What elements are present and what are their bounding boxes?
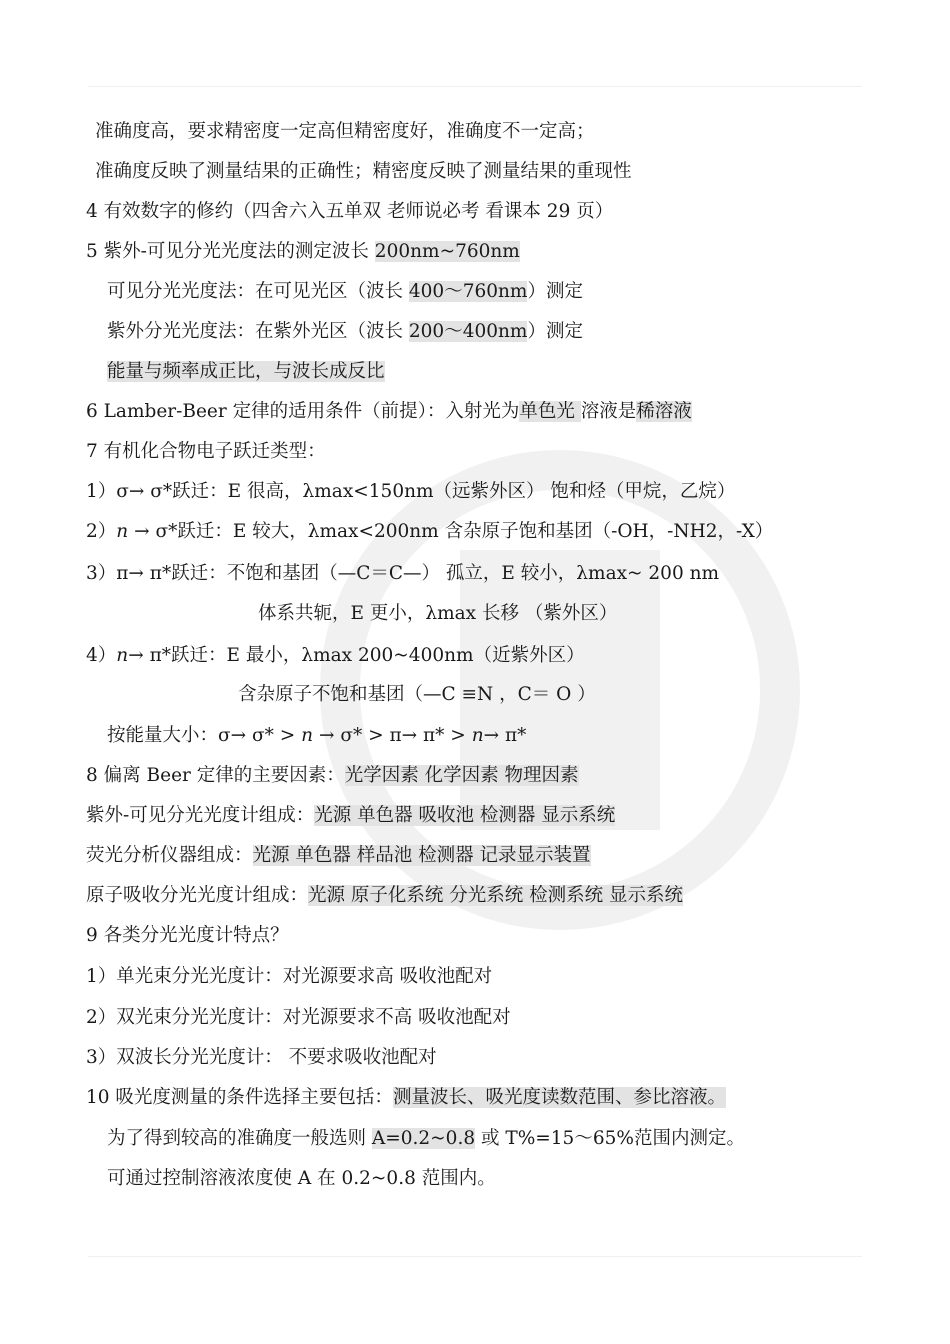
- highlighted-text: 测量波长、吸光度读数范围、参比溶液。: [392, 1087, 726, 1108]
- text-line-12: [86, 560, 719, 588]
- page-bottom-rule: [88, 1256, 862, 1257]
- line-text: 或 T%=15～65%范围内测定。: [475, 1128, 745, 1149]
- highlighted-text: 光源 原子化系统 分光系统 检测系统 显示系统: [308, 885, 684, 906]
- text-line-25: [86, 1084, 726, 1112]
- text-line-15: [238, 681, 596, 709]
- text-line-5: [107, 278, 583, 306]
- line-text: 1）σ→ σ*跃迁：E 很高，λmax<150nm（远紫外区） 饱和烃（甲烷，乙烷）: [86, 481, 736, 502]
- text-line-2: [95, 158, 632, 186]
- highlighted-text: 单色光: [519, 401, 581, 422]
- highlighted-text: 能量与频率成正比，与波长成反比: [107, 361, 385, 382]
- text-line-3: [86, 198, 613, 226]
- text-line-20: [86, 882, 683, 910]
- line-text: 2）: [86, 521, 117, 542]
- line-text: 准确度高，要求精密度一定高但精密度好，准确度不一定高；: [95, 121, 595, 142]
- line-text: 9 各类分光光度计特点？: [86, 925, 289, 946]
- line-text: 5 紫外-可见分光光度法的测定波长: [86, 241, 375, 262]
- line-text: 可通过控制溶液浓度使 A 在 0.2~0.8 范围内。: [107, 1168, 496, 1189]
- line-text: 1）单光束分光光度计：对光源要求高 吸收池配对: [86, 966, 493, 987]
- text-line-16: [107, 722, 526, 750]
- text-line-9: [86, 438, 326, 466]
- line-text: 8 偏离 Beer 定律的主要因素：: [86, 765, 345, 786]
- text-line-7: [107, 358, 385, 386]
- highlighted-text: A=0.2~0.8: [371, 1128, 476, 1149]
- highlighted-text: 稀溶液: [636, 401, 692, 422]
- text-line-18: [86, 802, 615, 830]
- line-text: 紫外分光光度法：在紫外光区（波长: [107, 321, 409, 342]
- text-line-1: [95, 118, 595, 146]
- text-line-10: [86, 478, 735, 506]
- highlighted-text: 光学因素 化学因素 物理因素: [344, 765, 579, 786]
- line-text: n: [471, 725, 484, 746]
- line-text: → σ*跃迁：E 较大，λmax<200nm 含杂原子饱和基团（-OH，-NH2，-X）: [128, 521, 774, 542]
- line-text: 4）: [86, 645, 117, 666]
- line-text: 溶液是: [580, 401, 637, 422]
- text-line-24: [86, 1044, 437, 1072]
- line-text: 可见分光光度法：在可见光区（波长: [107, 281, 409, 302]
- line-text: 紫外-可见分光光度计组成：: [86, 805, 315, 826]
- text-line-8: [86, 398, 692, 426]
- text-line-21: [86, 922, 289, 950]
- line-text: ）测定: [527, 321, 583, 342]
- line-text: 为了得到较高的准确度一般选则: [107, 1128, 372, 1149]
- line-text: 准确度反映了测量结果的正确性；精密度反映了测量结果的重现性: [95, 161, 632, 182]
- line-text: 3）双波长分光光度计： 不要求吸收池配对: [86, 1047, 437, 1068]
- line-text: → π*: [483, 725, 527, 746]
- text-line-26: [107, 1125, 745, 1153]
- line-text: 荧光分析仪器组成：: [86, 845, 253, 866]
- highlighted-text: 200～400nm: [408, 321, 528, 342]
- text-line-14: [86, 642, 585, 670]
- text-line-19: [86, 842, 591, 870]
- line-text: 7 有机化合物电子跃迁类型：: [86, 441, 326, 462]
- page-top-rule: [88, 86, 862, 87]
- line-text: 按能量大小：σ→ σ* >: [107, 725, 302, 746]
- line-text: 4 有效数字的修约（四舍六入五单双 老师说必考 看课本 29 页）: [86, 201, 614, 222]
- text-line-6: [107, 318, 583, 346]
- line-text: n: [116, 521, 129, 542]
- line-text: 含杂原子不饱和基团（—C ≡N ，C＝ O ）: [238, 684, 596, 705]
- text-line-22: [86, 963, 492, 991]
- line-text: 3）π→ π*跃迁：不饱和基团（—C＝C—） 孤立，E 较小，λmax~ 200 nm: [86, 563, 720, 584]
- line-text: n: [301, 725, 314, 746]
- highlighted-text: 光源 单色器 吸收池 检测器 显示系统: [314, 805, 616, 826]
- line-text: 6 Lamber-Beer 定律的适用条件（前提）：入射光为: [86, 401, 520, 422]
- line-text: 原子吸收分光光度计组成：: [86, 885, 309, 906]
- text-line-4: [86, 238, 520, 266]
- text-line-23: [86, 1004, 511, 1032]
- line-text: 体系共轭，E 更小，λmax 长移 （紫外区）: [258, 603, 618, 624]
- line-text: → σ* > π→ π* >: [313, 725, 472, 746]
- line-text: → π*跃迁：E 最小，λmax 200~400nm（近紫外区）: [128, 645, 585, 666]
- text-line-27: [107, 1165, 496, 1193]
- highlighted-text: 200nm~760nm: [374, 241, 520, 262]
- line-text: 2）双光束分光光度计：对光源要求不高 吸收池配对: [86, 1007, 511, 1028]
- text-line-11: [86, 518, 773, 546]
- line-text: 10 吸光度测量的条件选择主要包括：: [86, 1087, 393, 1108]
- text-line-13: [258, 600, 617, 628]
- highlighted-text: 光源 单色器 样品池 检测器 记录显示装置: [252, 845, 591, 866]
- text-line-17: [86, 762, 579, 790]
- line-text: ）测定: [527, 281, 583, 302]
- highlighted-text: 400～760nm: [408, 281, 528, 302]
- line-text: n: [116, 645, 129, 666]
